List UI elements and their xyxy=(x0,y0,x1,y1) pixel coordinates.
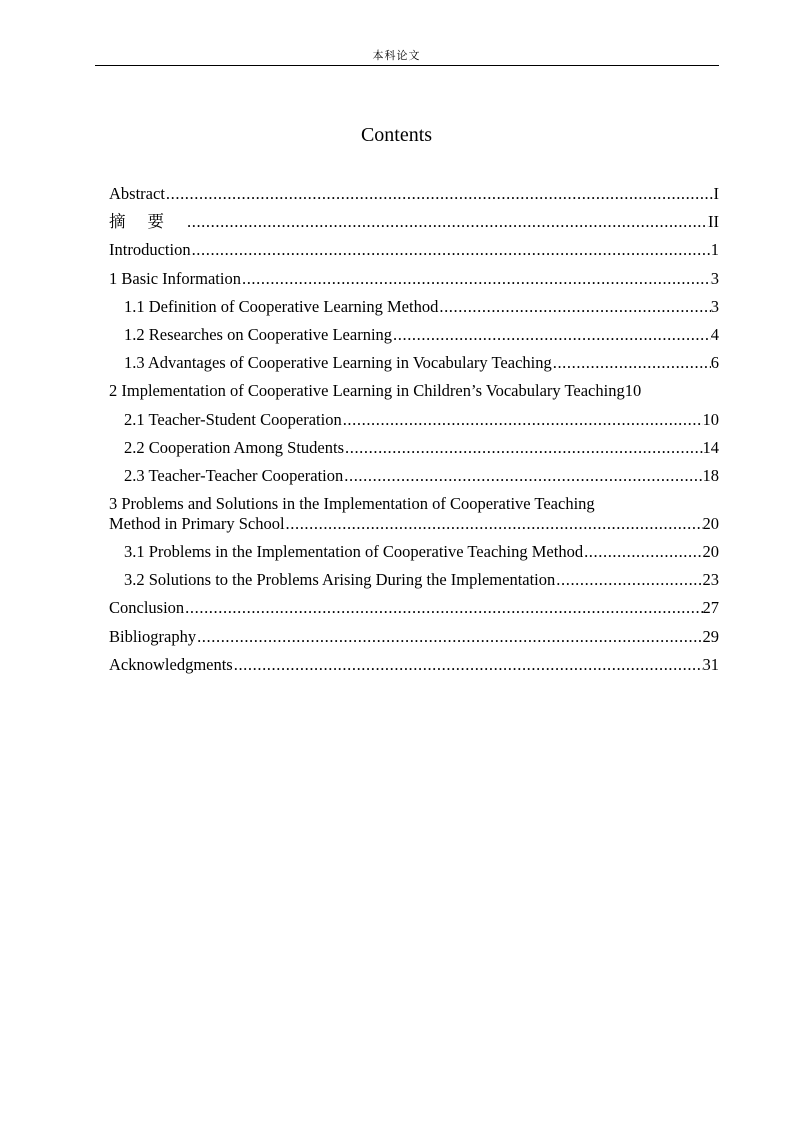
dot-leader xyxy=(392,321,711,349)
dot-leader xyxy=(241,265,711,293)
toc-entry-page: 20 xyxy=(702,514,719,534)
toc-entry-label: 1.1 Definition of Cooperative Learning Method xyxy=(124,296,439,316)
toc-entry-page: 14 xyxy=(702,437,719,457)
dot-leader xyxy=(191,236,711,264)
toc-entry-page: II xyxy=(708,212,719,232)
toc-entry-page: 4 xyxy=(710,324,719,344)
toc-entry-page: 10 xyxy=(624,381,642,401)
toc-entry-bibliography[interactable] xyxy=(109,623,719,651)
toc-entry-section-2-2[interactable] xyxy=(109,434,719,462)
toc-entry-label: 3.2 Solutions to the Problems Arising During the Implementation xyxy=(124,570,556,590)
toc-entry-page: I xyxy=(713,184,719,203)
dot-leader xyxy=(196,623,702,651)
dot-leader xyxy=(583,538,702,566)
toc-entry-page: 6 xyxy=(710,353,719,373)
page-title: Contents xyxy=(360,124,433,146)
toc-entry-label: 摘要 xyxy=(109,212,186,232)
toc-entry-label: Introduction xyxy=(109,240,191,260)
toc-entry-label-line1: 3 Problems and Solutions in the Implementation of Cooperative Teaching xyxy=(109,494,595,514)
toc-entry-section-2-3[interactable] xyxy=(109,462,719,490)
toc-entry-label: Method in Primary School xyxy=(109,514,285,534)
toc-entry-label: 1.2 Researches on Cooperative Learning xyxy=(124,324,393,344)
toc-entry-label: 1 Basic Information xyxy=(109,268,241,288)
toc-entry-label: Acknowledgments xyxy=(109,654,233,674)
toc-entry-page: 23 xyxy=(702,570,719,590)
toc-entry-page: 20 xyxy=(702,542,719,562)
toc-entry-page: 10 xyxy=(702,409,719,429)
toc-entry-chapter-2[interactable] xyxy=(109,377,719,405)
dot-leader xyxy=(184,594,702,622)
toc-entry-abstract[interactable] xyxy=(109,180,719,208)
toc-entry-page: 27 xyxy=(702,598,719,618)
toc-entry-page: 29 xyxy=(702,626,719,646)
toc-entry-label: 2.2 Cooperation Among Students xyxy=(124,437,344,457)
toc-entry-label: Abstract xyxy=(109,184,165,203)
page-header: 本科论文 xyxy=(372,49,421,62)
toc-entry-label: Bibliography xyxy=(109,626,197,646)
header-rule xyxy=(95,65,719,66)
dot-leader xyxy=(342,406,703,434)
toc-entry-section-1-2[interactable] xyxy=(109,321,719,349)
dot-leader xyxy=(555,566,702,594)
toc-entry-conclusion[interactable] xyxy=(109,594,719,622)
toc-entry-label: 1.3 Advantages of Cooperative Learning in Vocabulary Teaching xyxy=(124,353,552,373)
toc-entry-section-1-1[interactable] xyxy=(109,293,719,321)
dot-leader xyxy=(552,349,711,377)
toc-entry-chapter-3[interactable] xyxy=(109,490,719,538)
toc-entry-page: 3 xyxy=(710,296,719,316)
toc-entry-acknowledgments[interactable] xyxy=(109,651,719,679)
toc-entry-label: 2 Implementation of Cooperative Learning in Children’s Vocabulary Teaching xyxy=(109,381,625,401)
toc-entry-label: 2.3 Teacher-Teacher Cooperation xyxy=(124,465,344,485)
dot-leader xyxy=(186,208,708,236)
dot-leader xyxy=(344,434,703,462)
toc-entry-label: Conclusion xyxy=(109,598,185,618)
toc-entry-page: 31 xyxy=(702,654,719,674)
toc-entry-page: 1 xyxy=(710,240,719,260)
dot-leader xyxy=(233,651,703,679)
toc-entry-section-2-1[interactable] xyxy=(109,406,719,434)
table-of-contents xyxy=(109,180,719,679)
toc-entry-chinese-abstract[interactable] xyxy=(109,208,719,236)
toc-entry-section-3-1[interactable] xyxy=(109,538,719,566)
dot-leader xyxy=(285,514,703,534)
dot-leader xyxy=(165,180,714,208)
dot-leader xyxy=(438,293,710,321)
toc-entry-page: 3 xyxy=(710,268,719,288)
toc-entry-label: 2.1 Teacher-Student Cooperation xyxy=(124,409,342,429)
toc-entry-page: 18 xyxy=(702,465,719,485)
toc-entry-section-3-2[interactable] xyxy=(109,566,719,594)
toc-entry-section-1-3[interactable] xyxy=(109,349,719,377)
toc-entry-chapter-1[interactable] xyxy=(109,265,719,293)
dot-leader xyxy=(343,462,702,490)
toc-entry-introduction[interactable] xyxy=(109,236,719,264)
toc-entry-label: 3.1 Problems in the Implementation of Cooperative Teaching Method xyxy=(124,542,584,562)
